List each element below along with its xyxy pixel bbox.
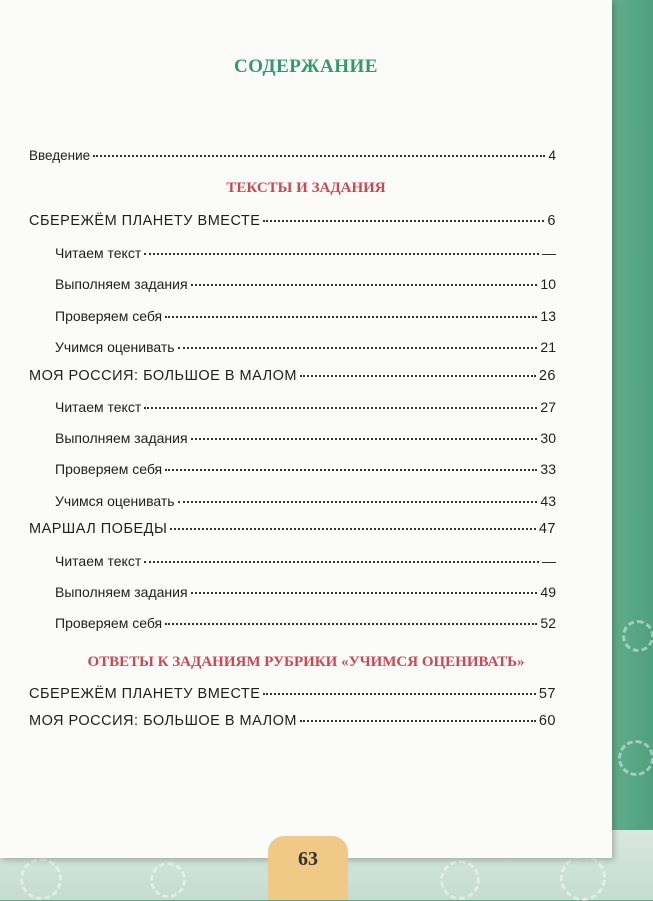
toc-item-page: 52: [540, 615, 556, 631]
toc-entry-page: 4: [548, 148, 556, 163]
toc-item-page: 21: [540, 339, 556, 355]
leader-dots: [144, 253, 539, 255]
toc-item-label: Выполняем задания: [55, 584, 188, 600]
leader-dots: [300, 720, 536, 722]
toc-item-label: Проверяем себя: [55, 615, 163, 631]
toc-chapter-label: МОЯ РОССИЯ: БОЛЬШОЕ В МАЛОМ: [29, 368, 297, 384]
toc-chapter-page: 6: [547, 213, 556, 229]
toc-item-page: 27: [540, 399, 556, 415]
leader-dots: [191, 284, 538, 286]
toc-answer-label: СБЕРЕЖЁМ ПЛАНЕТУ ВМЕСТЕ: [29, 686, 261, 702]
toc-answer-page: 57: [538, 686, 556, 702]
toc-item-page: 10: [540, 276, 556, 292]
gear-icon: [618, 740, 653, 776]
leader-dots: [263, 220, 544, 222]
leader-dots: [165, 469, 537, 471]
gear-icon: [440, 860, 480, 900]
toc-chapter-label: СБЕРЕЖЁМ ПЛАНЕТУ ВМЕСТЕ: [29, 213, 261, 229]
toc-item[interactable]: [55, 339, 556, 355]
toc-item-label: Учимся оценивать: [55, 339, 175, 355]
toc-item[interactable]: [55, 399, 556, 415]
toc-item-label: Читаем текст: [55, 553, 142, 569]
toc-item[interactable]: [55, 308, 556, 324]
toc-item-page: —: [542, 245, 556, 261]
toc-item-page: —: [542, 553, 556, 569]
toc-chapter-page: 26: [538, 368, 556, 384]
toc-item-label: Учимся оценивать: [55, 493, 175, 509]
leader-dots: [191, 592, 538, 594]
leader-dots: [300, 375, 536, 377]
leader-dots: [178, 501, 538, 503]
toc-item[interactable]: [55, 461, 556, 477]
toc-item-page: 43: [540, 493, 556, 509]
leader-dots: [263, 693, 535, 695]
toc-item[interactable]: [55, 615, 556, 631]
section-heading-answers: ОТВЕТЫ К ЗАДАНИЯМ РУБРИКИ «УЧИМСЯ ОЦЕНИВАТЬ»: [87, 654, 525, 670]
toc-item-page: 49: [540, 584, 556, 600]
leader-dots: [165, 623, 537, 625]
toc-item[interactable]: [55, 276, 556, 292]
toc-chapter-label: МАРШАЛ ПОБЕДЫ: [29, 521, 168, 537]
leader-dots: [165, 316, 537, 318]
section-heading-texts: ТЕКСТЫ И ЗАДАНИЯ: [226, 180, 386, 196]
toc-item[interactable]: [55, 245, 556, 261]
toc-item[interactable]: [55, 493, 556, 509]
page-title: СОДЕРЖАНИЕ: [234, 56, 378, 77]
gear-icon: [560, 855, 606, 901]
leader-dots: [191, 438, 538, 440]
toc-item[interactable]: [55, 584, 556, 600]
gear-icon: [20, 858, 62, 900]
page-number: 63: [298, 848, 318, 870]
leader-dots: [144, 561, 539, 563]
toc-item-label: Выполняем задания: [55, 276, 188, 292]
leader-dots: [170, 528, 536, 530]
toc-item-page: 30: [540, 430, 556, 446]
gear-icon: [622, 620, 653, 652]
toc-item-page: 13: [540, 308, 556, 324]
toc-item-label: Выполняем задания: [55, 430, 188, 446]
toc-item-label: Проверяем себя: [55, 461, 163, 477]
toc-answer-entry[interactable]: [29, 686, 556, 702]
toc-item-label: Проверяем себя: [55, 308, 163, 324]
gear-icon: [150, 862, 186, 898]
toc-answer-page: 60: [538, 713, 556, 729]
toc-chapter[interactable]: [29, 521, 556, 537]
toc-entry-intro[interactable]: [29, 148, 556, 163]
toc-item-label: Читаем текст: [55, 399, 142, 415]
toc-item[interactable]: [55, 553, 556, 569]
toc-item-label: Читаем текст: [55, 245, 142, 261]
toc-chapter-page: 47: [538, 521, 556, 537]
toc-chapter[interactable]: [29, 368, 556, 384]
toc-chapter[interactable]: [29, 213, 556, 229]
leader-dots: [93, 155, 545, 157]
toc-answer-label: МОЯ РОССИЯ: БОЛЬШОЕ В МАЛОМ: [29, 713, 297, 729]
toc-entry-label: Введение: [29, 148, 91, 163]
toc-item[interactable]: [55, 430, 556, 446]
toc-item-page: 33: [540, 461, 556, 477]
leader-dots: [144, 407, 537, 409]
leader-dots: [178, 347, 538, 349]
toc-answer-entry[interactable]: [29, 713, 556, 729]
